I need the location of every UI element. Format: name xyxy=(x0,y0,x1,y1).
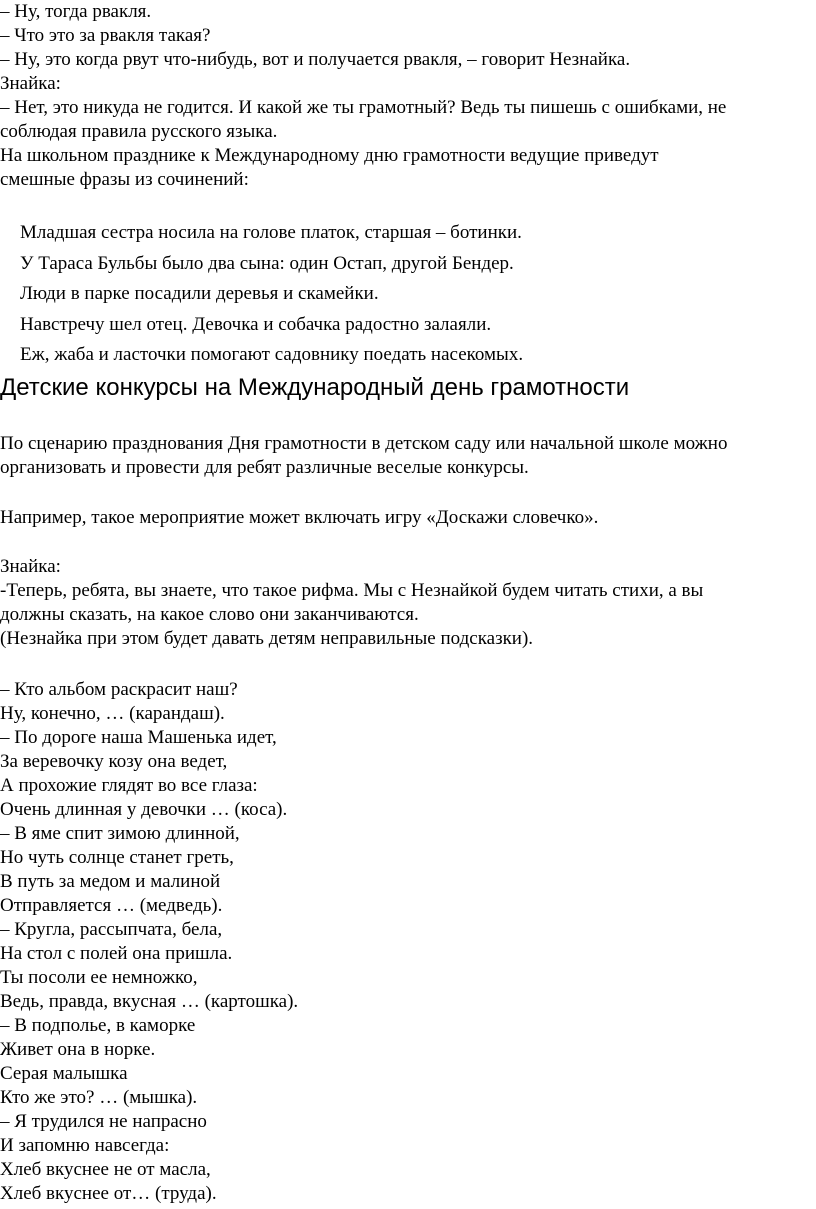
funny-phrase: Младшая сестра носила на голове платок, старшая – ботинки. xyxy=(20,222,522,243)
poem-line: – В яме спит зимою длинной, xyxy=(0,823,240,844)
poem-line: Ведь, правда, вкусная … (картошка). xyxy=(0,991,299,1012)
poem-line: На стол с полей она пришла. xyxy=(0,943,233,964)
dialogue-line: – Ну, тогда рвакля. xyxy=(0,1,152,22)
dialogue-line: -Теперь, ребята, вы знаете, что такое рифма. Мы с Незнайкой будем читать стихи, а вы xyxy=(0,580,704,601)
poem-line: И запомню навсегда: xyxy=(0,1135,170,1156)
poem-line: Кто же это? … (мышка). xyxy=(0,1087,198,1108)
dialogue-line: (Незнайка при этом будет давать детям неправильные подсказки). xyxy=(0,628,534,649)
funny-phrase: Еж, жаба и ласточки помогают садовнику поедать насекомых. xyxy=(20,344,524,365)
poem-line: – Кругла, рассыпчата, бела, xyxy=(0,919,223,940)
poem-line: Очень длинная у девочки … (коса). xyxy=(0,799,288,820)
section-heading: Детские конкурсы на Международный день грамотности xyxy=(0,374,630,401)
dialogue-line: – Нет, это никуда не годится. И какой же ты грамотный? Ведь ты пишешь с ошибками, не xyxy=(0,97,727,118)
poem-line: За веревочку козу она ведет, xyxy=(0,751,228,772)
poem-line: Ну, конечно, … (карандаш). xyxy=(0,703,225,724)
dialogue-line: – Ну, это когда рвут что-нибудь, вот и получается рвакля, – говорит Незнайка. xyxy=(0,49,631,70)
poem-line: В путь за медом и малиной xyxy=(0,871,221,892)
dialogue-line: соблюдая правила русского языка. xyxy=(0,121,278,142)
poem-line: – В подполье, в каморке xyxy=(0,1015,196,1036)
funny-phrase: Навстречу шел отец. Девочка и собачка радостно залаяли. xyxy=(20,314,492,335)
poem-line: Отправляется … (медведь). xyxy=(0,895,223,916)
poem-line: – По дороге наша Машенька идет, xyxy=(0,727,277,748)
poem-line: А прохожие глядят во все глаза: xyxy=(0,775,258,796)
paragraph-line: По сценарию празднования Дня грамотности в детском саду или начальной школе можно xyxy=(0,433,728,454)
paragraph-line: Например, такое мероприятие может включать игру «Доскажи словечко». xyxy=(0,507,599,528)
funny-phrase: У Тараса Бульбы было два сына: один Остап, другой Бендер. xyxy=(20,253,514,274)
poem-line: – Я трудился не напрасно xyxy=(0,1111,207,1132)
poem-line: Хлеб вкуснее не от масла, xyxy=(0,1159,211,1180)
paragraph-line: смешные фразы из сочинений: xyxy=(0,169,249,190)
poem-line: Живет она в норке. xyxy=(0,1039,156,1060)
paragraph-line: На школьном празднике к Международному дню грамотности ведущие приведут xyxy=(0,145,659,166)
poem-line: Хлеб вкуснее от… (труда). xyxy=(0,1183,217,1204)
poem-line: – Кто альбом раскрасит наш? xyxy=(0,679,238,700)
dialogue-line: – Что это за рвакля такая? xyxy=(0,25,211,46)
poem-line: Серая малышка xyxy=(0,1063,128,1084)
paragraph-line: организовать и провести для ребят различные веселые конкурсы. xyxy=(0,457,529,478)
poem-line: Ты посоли ее немножко, xyxy=(0,967,198,988)
poem-line: Но чуть солнце станет греть, xyxy=(0,847,234,868)
funny-phrase: Люди в парке посадили деревья и скамейки. xyxy=(20,283,379,304)
dialogue-line: должны сказать, на какое слово они заканчиваются. xyxy=(0,604,419,625)
speaker-label: Знайка: xyxy=(0,73,61,94)
speaker-label: Знайка: xyxy=(0,556,61,577)
